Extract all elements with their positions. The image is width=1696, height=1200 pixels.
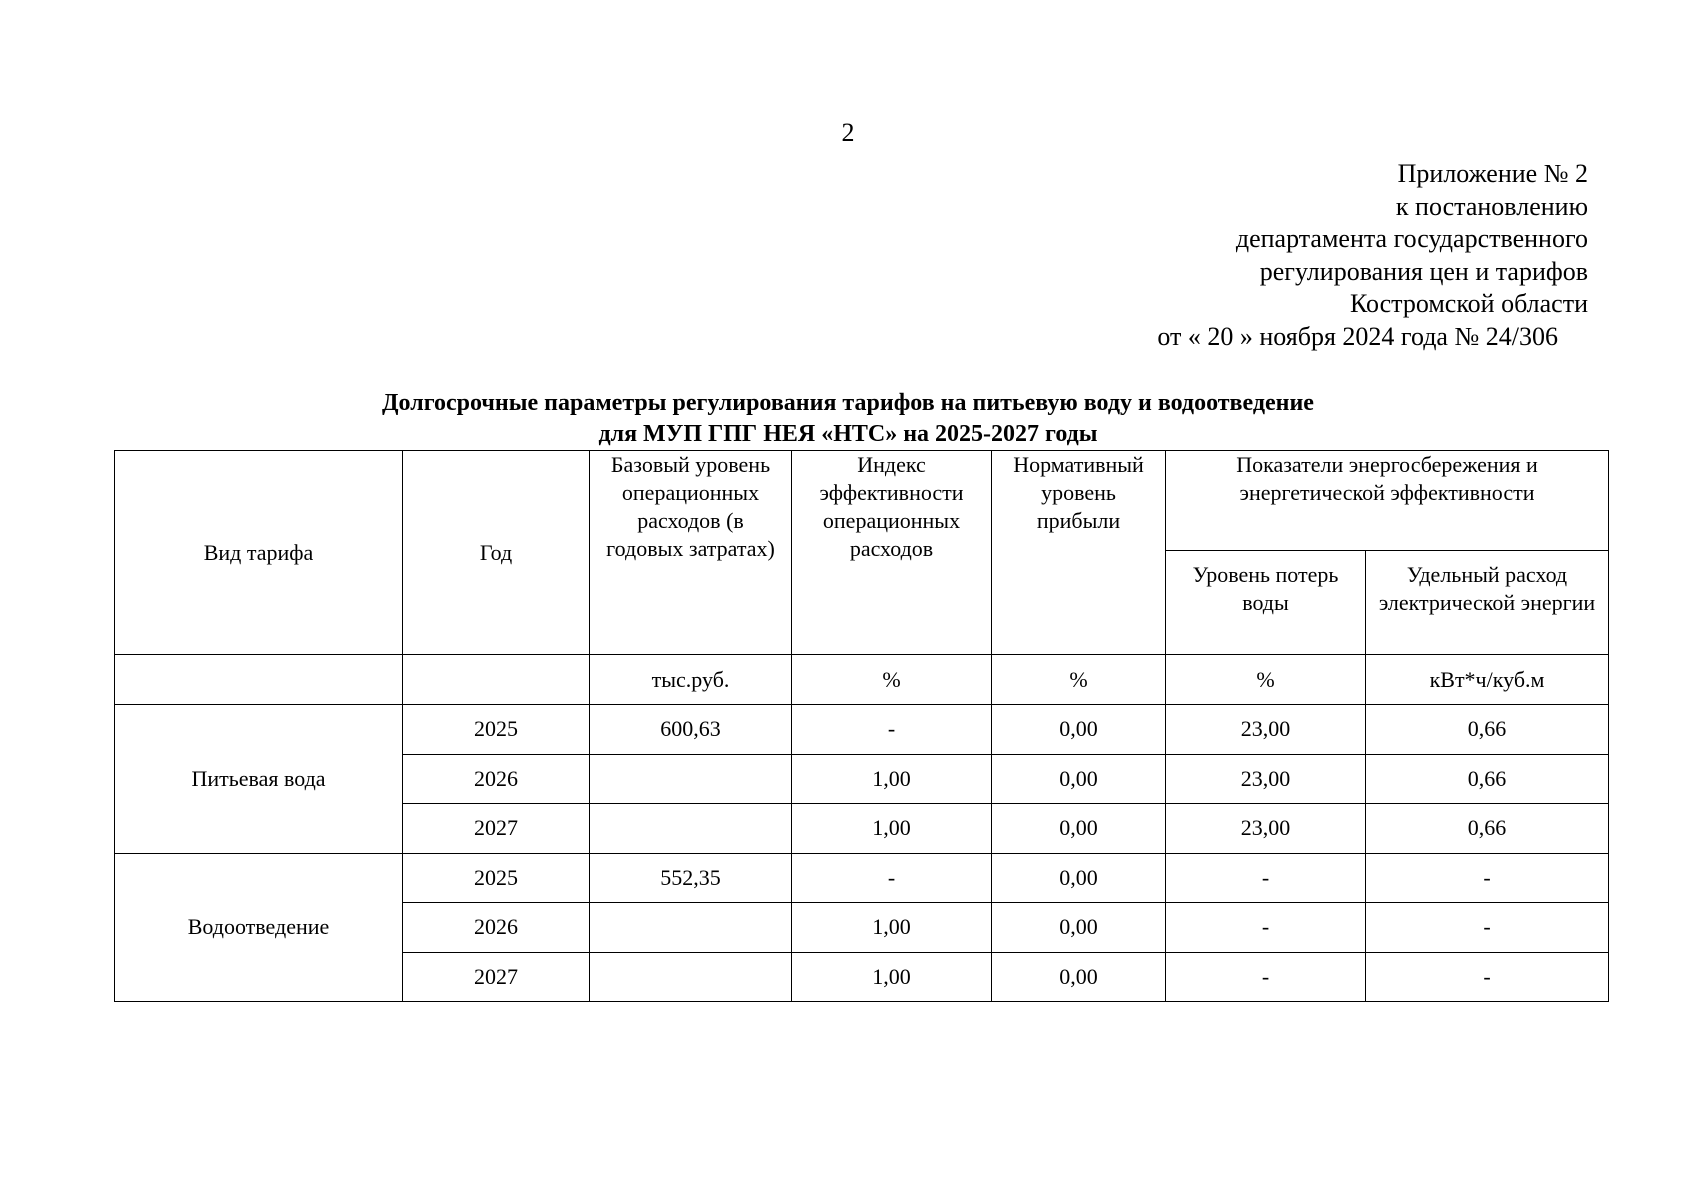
cell-normative-profit: 0,00 <box>992 804 1166 854</box>
unit-normative-profit: % <box>992 655 1166 705</box>
cell-base-opex <box>590 903 792 953</box>
cell-energy-consumption: 0,66 <box>1366 804 1609 854</box>
cell-water-losses: 23,00 <box>1166 705 1366 755</box>
cell-year: 2025 <box>403 705 590 755</box>
cell-energy-consumption: - <box>1366 952 1609 1002</box>
header-energy-group: Показатели энергосбережения и энергетической эффективности <box>1166 451 1609 551</box>
appendix-line: Приложение № 2 <box>1397 159 1588 188</box>
cell-efficiency-index: - <box>792 853 992 903</box>
unit-efficiency-index: % <box>792 655 992 705</box>
cell-efficiency-index: 1,00 <box>792 903 992 953</box>
unit-empty-cell <box>403 655 590 705</box>
unit-energy-consumption: кВт*ч/куб.м <box>1366 655 1609 705</box>
cell-base-opex: 600,63 <box>590 705 792 755</box>
appendix-block <box>1157 158 1588 353</box>
header-normative-profit: Нормативный уровень прибыли <box>992 451 1166 655</box>
appendix-date-line: от « 20 » ноября 2024 года № 24/306 <box>1157 321 1558 351</box>
title-line: Долгосрочные параметры регулирования тарифов на питьевую воду и водоотведение <box>382 390 1314 416</box>
cell-normative-profit: 0,00 <box>992 903 1166 953</box>
unit-base-opex: тыс.руб. <box>590 655 792 705</box>
cell-base-opex <box>590 754 792 804</box>
header-tariff-type: Вид тарифа <box>115 451 403 655</box>
cell-water-losses: - <box>1166 903 1366 953</box>
cell-year: 2027 <box>403 952 590 1002</box>
appendix-line: Костромской области <box>1349 289 1588 318</box>
cell-energy-consumption: 0,66 <box>1366 705 1609 755</box>
appendix-line: регулирования цен и тарифов <box>1259 256 1588 286</box>
cell-year: 2026 <box>403 903 590 953</box>
cell-year: 2026 <box>403 754 590 804</box>
cell-efficiency-index: 1,00 <box>792 754 992 804</box>
group-name-wastewater: Водоотведение <box>115 853 403 1002</box>
cell-energy-consumption: - <box>1366 903 1609 953</box>
cell-normative-profit: 0,00 <box>992 754 1166 804</box>
cell-base-opex: 552,35 <box>590 853 792 903</box>
document-title <box>0 388 1696 450</box>
cell-energy-consumption: - <box>1366 853 1609 903</box>
title-line: для МУП ГПГ НЕЯ «НТС» на 2025-2027 годы <box>598 421 1098 447</box>
cell-year: 2025 <box>403 853 590 903</box>
header-efficiency-index: Индекс эффективности операционных расходов <box>792 451 992 655</box>
appendix-line: к постановлению <box>1395 191 1588 221</box>
cell-water-losses: - <box>1166 853 1366 903</box>
unit-water-losses: % <box>1166 655 1366 705</box>
cell-efficiency-index: 1,00 <box>792 952 992 1002</box>
cell-energy-consumption: 0,66 <box>1366 754 1609 804</box>
header-energy-consumption: Удельный расход электрической энергии <box>1366 551 1609 655</box>
header-year: Год <box>403 451 590 655</box>
header-water-losses: Уровень потерь воды <box>1166 551 1366 655</box>
cell-water-losses: 23,00 <box>1166 804 1366 854</box>
unit-empty-cell <box>115 655 403 705</box>
cell-base-opex <box>590 804 792 854</box>
page-number: 2 <box>841 118 855 147</box>
cell-efficiency-index: - <box>792 705 992 755</box>
cell-normative-profit: 0,00 <box>992 705 1166 755</box>
cell-water-losses: - <box>1166 952 1366 1002</box>
cell-normative-profit: 0,00 <box>992 853 1166 903</box>
header-base-opex: Базовый уровень операционных расходов (в годовых затратах) <box>590 451 792 655</box>
cell-normative-profit: 0,00 <box>992 952 1166 1002</box>
tariff-parameters-table <box>114 450 1609 1002</box>
cell-year: 2027 <box>403 804 590 854</box>
group-name-drinking-water: Питьевая вода <box>115 705 403 854</box>
cell-water-losses: 23,00 <box>1166 754 1366 804</box>
cell-base-opex <box>590 952 792 1002</box>
cell-efficiency-index: 1,00 <box>792 804 992 854</box>
appendix-line: департамента государственного <box>1235 224 1588 253</box>
